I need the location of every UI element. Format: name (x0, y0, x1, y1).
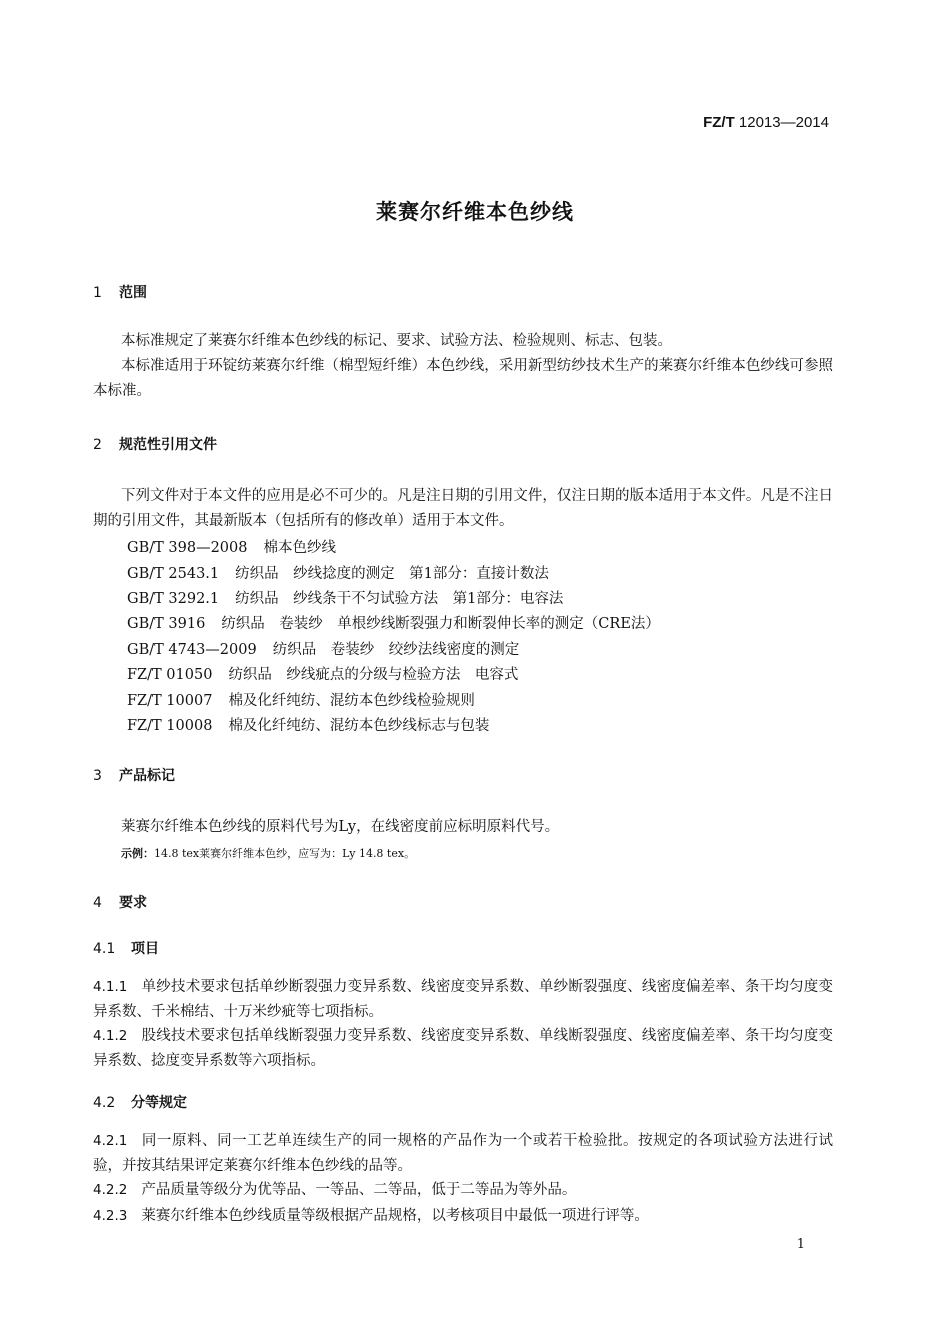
subsection-4-1-heading (93, 938, 159, 958)
subsection-title: 分等规定 (131, 1095, 187, 1111)
section-1-heading (93, 282, 147, 302)
reference-title: 棉本色纱线 (263, 540, 336, 556)
standard-code (703, 114, 829, 131)
clause-number: 4.1.2 (93, 1028, 128, 1044)
reference-item (127, 612, 660, 633)
example-label: 示例： (121, 847, 154, 860)
clause-text: 同一原料、同一工艺单连续生产的同一规格的产品作为一个或若干检验批。按规定的各项试验方法进行试验，并按其结果评定莱赛尔纤维本色纱线的品等。 (93, 1133, 833, 1174)
reference-code: GB/T 2543.1 (127, 566, 220, 582)
section-3-paragraph-1: 莱赛尔纤维本色纱线的原料代号为Ly，在线密度前应标明原料代号。 (121, 819, 560, 835)
subsection-4-2-heading (93, 1092, 187, 1112)
section-title: 范围 (119, 285, 147, 301)
section-2-heading (93, 434, 217, 454)
section-4-heading (93, 892, 147, 912)
section-2-paragraph-1: 下列文件对于本文件的应用是必不可少的。凡是注日期的引用文件，仅注日期的版本适用于本文件。凡是不注日期的引用文件，其最新版本（包括所有的修改单）适用于本文件。 (93, 488, 833, 529)
reference-item (127, 536, 336, 557)
reference-title: 纺织品 纱线疵点的分级与检验方法 电容式 (228, 667, 519, 683)
reference-title: 棉及化纤纯纺、混纺本色纱线标志与包装 (228, 718, 490, 734)
reference-title: 纺织品 纱线条干不匀试验方法 第1部分：电容法 (235, 591, 564, 607)
section-title: 产品标记 (119, 768, 175, 784)
reference-item (127, 689, 475, 710)
reference-title: 纺织品 卷装纱 绞纱法线密度的测定 (272, 642, 520, 658)
section-number: 3 (93, 768, 102, 784)
reference-code: GB/T 4743—2009 (127, 642, 257, 658)
clause-number: 4.2.1 (93, 1133, 128, 1149)
standard-number: 12013—2014 (738, 114, 829, 131)
reference-title: 棉及化纤纯纺、混纺本色纱线检验规则 (228, 693, 475, 709)
subsection-number: 4.1 (93, 941, 116, 957)
reference-item (127, 714, 489, 735)
reference-title: 纺织品 纱线捻度的测定 第1部分：直接计数法 (235, 566, 549, 582)
reference-code: FZ/T 10008 (127, 718, 213, 734)
clause-number: 4.1.1 (93, 979, 128, 995)
section-1-paragraph-1: 本标准规定了莱赛尔纤维本色纱线的标记、要求、试验方法、检验规则、标志、包装。 (121, 333, 672, 349)
clause-4-2-3 (93, 1204, 833, 1229)
clause-number: 4.2.2 (93, 1182, 128, 1198)
reference-item (127, 638, 519, 659)
section-number: 2 (93, 437, 102, 453)
subsection-title: 项目 (131, 941, 159, 957)
reference-code: GB/T 3292.1 (127, 591, 220, 607)
reference-code: FZ/T 10007 (127, 693, 213, 709)
standard-prefix: FZ/T (703, 114, 735, 131)
clause-number: 4.2.3 (93, 1208, 128, 1224)
clause-text: 莱赛尔纤维本色纱线质量等级根据产品规格，以考核项目中最低一项进行评等。 (141, 1208, 649, 1224)
section-number: 4 (93, 895, 102, 911)
clause-4-2-2 (93, 1178, 833, 1203)
clause-text: 产品质量等级分为优等品、一等品、二等品，低于二等品为等外品。 (141, 1182, 577, 1198)
example-text: 14.8 tex莱赛尔纤维本色纱，应写为：Ly 14.8 tex。 (154, 847, 416, 860)
section-3-heading (93, 765, 175, 785)
reference-code: GB/T 398—2008 (127, 540, 248, 556)
section-number: 1 (93, 285, 102, 301)
document-title: 莱赛尔纤维本色纱线 (376, 200, 574, 224)
section-1-paragraph-2: 本标准适用于环锭纺莱赛尔纤维（棉型短纤维）本色纱线，采用新型纺纱技术生产的莱赛尔纤维本色纱线可参照本标准。 (93, 358, 833, 399)
clause-text: 股线技术要求包括单线断裂强力变异系数、线密度变异系数、单线断裂强度、线密度偏差率、条干均匀度变异系数、捻度变异系数等六项指标。 (93, 1028, 833, 1069)
reference-item (127, 663, 518, 684)
reference-title: 纺织品 卷装纱 单根纱线断裂强力和断裂伸长率的测定（CRE法） (221, 616, 660, 632)
reference-item (127, 587, 563, 608)
example-note (121, 845, 415, 861)
reference-code: FZ/T 01050 (127, 667, 213, 683)
clause-4-1-1 (93, 975, 833, 1025)
clause-text: 单纱技术要求包括单纱断裂强力变异系数、线密度变异系数、单纱断裂强度、线密度偏差率、条干均匀度变异系数、千米棉结、十万米纱疵等七项指标。 (93, 979, 833, 1020)
clause-4-1-2 (93, 1024, 833, 1074)
subsection-number: 4.2 (93, 1095, 116, 1111)
reference-code: GB/T 3916 (127, 616, 206, 632)
section-title: 要求 (119, 895, 147, 911)
page-number: 1 (796, 1237, 805, 1252)
clause-4-2-1 (93, 1129, 833, 1179)
reference-item (127, 562, 549, 583)
section-title: 规范性引用文件 (119, 437, 217, 453)
